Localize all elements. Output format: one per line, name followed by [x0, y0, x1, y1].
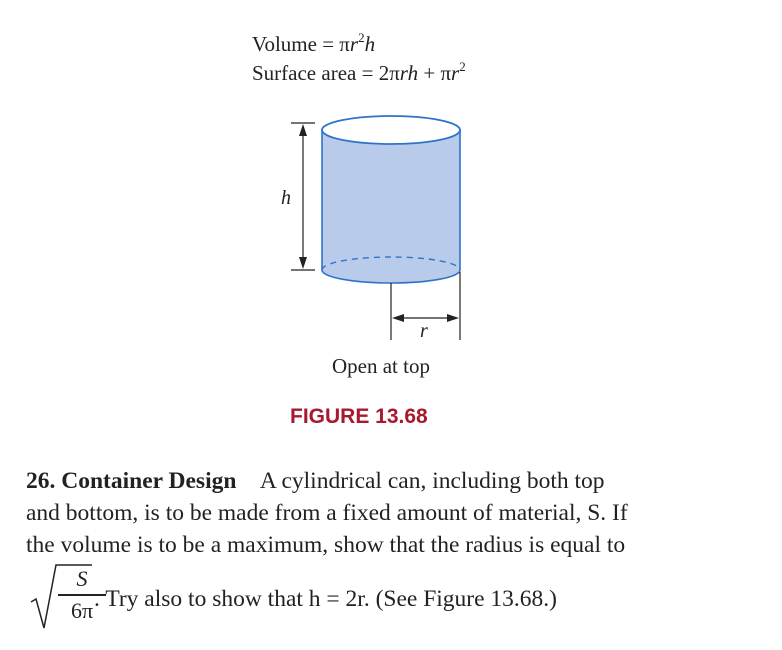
radius-label: r — [420, 320, 428, 342]
height-arrow-up — [299, 124, 307, 136]
exponent: 2 — [459, 59, 466, 74]
pi-symbol: π — [440, 61, 452, 85]
pi-symbol: π — [389, 61, 400, 85]
height-arrow-down — [299, 257, 307, 269]
volume-label: Volume = — [252, 32, 340, 56]
problem-line-1 — [26, 465, 771, 497]
problem-text-4: . Try also to show that h = 2r. (See Figure 13.68.) — [94, 586, 558, 612]
radius-arrow-left — [392, 314, 404, 322]
problem-title: Container Design — [61, 468, 237, 494]
radius-arrow-right — [447, 314, 459, 322]
fraction-denominator: 6π — [70, 598, 94, 623]
exponent: 2 — [358, 30, 365, 45]
plus-sign: + — [418, 61, 441, 85]
coefficient: 2 — [378, 61, 390, 85]
radius-var: r — [451, 61, 460, 85]
pi-symbol: π — [339, 32, 350, 56]
problem-number: 26. — [26, 468, 56, 494]
problem-line-2: and bottom, is to be made from a fixed amount of material, S. If — [26, 500, 628, 526]
problem-line-4 — [26, 561, 771, 627]
problem-text-1: A cylindrical can, including both top — [259, 468, 605, 494]
problem-line-3: the volume is to be a maximum, show that the radius is equal to — [26, 532, 626, 558]
problem-26 — [26, 465, 771, 627]
surface-label: Surface area = — [252, 61, 379, 85]
figure-caption: Open at top — [332, 354, 430, 378]
fraction-numerator: S — [76, 566, 88, 591]
cylinder-top-opening — [322, 116, 460, 144]
height-label: h — [281, 187, 291, 209]
radius-var: r — [349, 32, 359, 56]
rh-term: rh — [399, 61, 419, 85]
figure-title: FIGURE 13.68 — [290, 405, 428, 428]
height-var: h — [364, 32, 376, 56]
